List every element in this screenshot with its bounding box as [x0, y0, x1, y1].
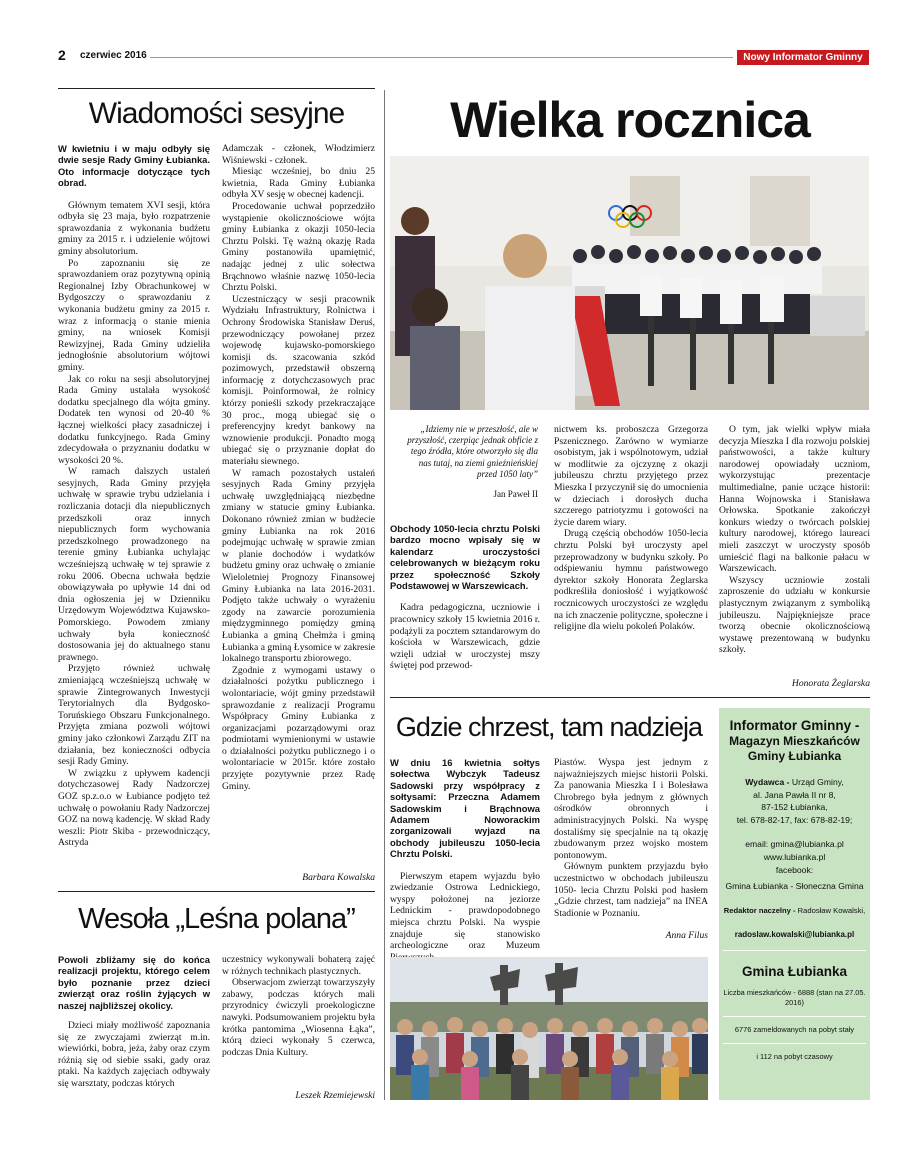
facebook-page[interactable]: Gmina Łubianka - Słoneczna Gmina [725, 881, 864, 892]
school-assembly-photo [390, 156, 869, 410]
anniversary-bottom-rule [390, 697, 870, 698]
sessions-title: Wiadomości sesyjne [88, 97, 345, 130]
quote-author: Jan Paweł II [493, 489, 538, 499]
baptism-signature: Anna Filus [665, 930, 708, 941]
anniversary-title: Wielka rocznica [450, 92, 810, 148]
paragraph: Jak co roku na sesji absolutoryjnej Rada Gminy ustalała wysokość dodatku specjalnego dla wójta gminy. Dodatek ten wynosi od 20-40 % łącznej wielkości płacy zasadniczej i dodatku funkcyjnego. Rada Gminy zdecydowała o przyznaniu dodatku w wysokości 20 %. [58, 373, 210, 466]
editor-email[interactable]: radoslaw.kowalski@lubianka.pl [734, 930, 855, 940]
paragraph: Uczestniczący w sesji pracownik Wydziału Infrastruktury, Rolnictwa i Ochrony Środowiska Stanisław Deruś, przewodniczący powołanej przez wojewodę kujawsko-pomorskiego komisji ds. szacowania szkód pozimowych, przedstawił obszerną informację z dotychczasowych prac komisji. Poinformował, że rolnicy którzy ponieśli szkody przekraczające 30 proc., mogą ubiegać się o preferencyjny kredyt bankowy na wznowienie produkcji. Ponadto mogą ubiegać się o przyznanie dopłat do materiału siewnego. [222, 293, 375, 468]
address-line: al. Jana Pawła II nr 8, [753, 789, 836, 800]
paragraph: Kadra pedagogiczna, uczniowie i pracownicy szkoły 15 kwietnia 2016 r. podążyli za pocztem sztandarowym do kościoła w Warszewicach, gdzie wzięli udział w uroczystej mszy świętej pod przewod- [390, 602, 540, 672]
email[interactable]: email: gmina@lubianka.pl [745, 839, 844, 850]
baptism-column-1 [390, 757, 540, 963]
sessions-column-1 [58, 143, 210, 849]
forest-column-1 [58, 954, 210, 1090]
sessions-column-2 [222, 143, 375, 792]
paragraph: O tym, jak wielki wpływ miała decyzja Mieszka I dla rozwoju polskiej państwowości, a także kultury narodowej opowiadały uczniom, wykorzystując prezentacje multimedialne, panie uczące historii: Hanna Wojnowska i Stanisława Orłowska. Spotkanie zakończył konkurs wiedzy o twórcach polskiej kultury narodowej, którego laureaci mieli zaszczyt w uroczysty sposób umieścić flagi na balkonie pałacu w Warszewicach. [719, 424, 870, 575]
header-rule [150, 57, 733, 58]
publisher: Urząd Gminy, [791, 777, 844, 787]
paragraph: W ramach dalszych ustaleń sesyjnych, Rada Gminy przyjęła uchwałę w sprawie trybu udzielania i rozliczania dotacji dla niepublicznych przedszkoli oraz innych niepublicznych form wychowania przedszkolnego prowadzonego na terenie gminy Łubianka uchylając wcześniejszą uchwałę w tej sprawie z roku 2006. Obecna uchwała będzie obowiązywała po upływie 14 dni od dnia ogłoszenia jej w Dzienniku Urzędowym Województwa Kujawsko-Pomorskiego. Powodem zmiany uchwały była konieczność dostosowania jej do aktualnego stanu prawnego. [58, 466, 210, 663]
website-link[interactable]: www.lubianka.pl [763, 851, 826, 862]
phone: tel. 678-82-17, fax: 678-82-19; [736, 814, 853, 825]
forest-lead: Powoli zbliżamy się do końca realizacji projektu, którego celem było poznanie przez dzieci zwierząt oraz roślin żyjących w naszej najbliższej okolicy. [58, 954, 210, 1011]
publisher-info-box [719, 708, 870, 1100]
anniversary-lead: Obchody 1050-lecia chrztu Polski bardzo mocno wpisały się w kalendarz uroczystości celebrowanych w bieżącym roku przez społeczność Szkoły Podstawowej w Warszewicach. [390, 523, 540, 592]
sidebar-subtitle: Gminy Łubianka [747, 749, 842, 763]
anniversary-column-2 [554, 424, 708, 633]
paragraph: W związku z upływem kadencji dotychczasowej Rady Nadzorczej GOZ sp.z.o.o w Łubiance podjęto też uchwałę o powołaniu Rady Nadzorczej GOZ na nową kadencję. W skład Rady weszli: Piotr Skiba - przewodniczący, Astryda [58, 767, 210, 849]
paragraph: nictwem ks. proboszcza Grzegorza Pszenicznego. Zarówno w wymiarze osobistym, jak i wspólnotowym, udział w modlitwie za ojczyznę z okazji jubileuszu chrztu przyjętego przez Mieszka I przyczynił się do umocnienia w dzieciach i dorosłych ducha szczerego patriotyzmu i gotowości na życie darem wiary. [554, 424, 708, 528]
paragraph: uczestnicy wykonywali bohaterą zajęć w różnych technikach plastycznych. [222, 954, 375, 977]
population: Liczba mieszkańców - 6888 (stan na 27.05. 2016) [723, 987, 866, 1007]
forest-column-2 [222, 954, 375, 1058]
paragraph: Przyjęto również uchwałę zmieniającą wcześniejszą uchwałę w sprawie Zintegrowanych Inwestycji Terytorialnych dla Bydgosko-Toruńskiego Obszaru Funkcjonalnego. Przyjęta zmiana pozwoli wójtowi gminy jako członkowi Zarządu ZIT na działania, bez konieczności odbycia sesji Rady Gminy. [58, 663, 210, 768]
sidebar-title: Informator Gminny - [729, 718, 860, 733]
pope-quote: „Idziemy nie w przeszłość, ale w przyszłość, czerpiąc jednak obficie z tego źródła, które otworzyło się dla nas tutaj, na ziemi gnieźnieńskiej przed 1050 laty” [407, 424, 538, 479]
paragraph: W ramach pozostałych ustaleń sesyjnych Rada Gminy przyjęła uchwałę uwzględniającą niezbędne zmiany w statucie gminy Łubianka. Dokonano również zmian w budżecie gminy Łubianka na rok 2016 podejmując uchwałę w sprawie zmian w planie dochodów i wydatków budżetu gminy oraz uchwałę o zmianie Wieloletniej Prognozy Finansowej Gminy Łubianka na lata 2016-2031. Podjęto także uchwały o wyrażeniu zgody na zawarcie porozumienia międzygminnego pomiędzy gminą Łubianka a gminą Chełmża i gminą Łubianka a gminą Łysomice w zakresie lokalnego transportu zbiorowego. [222, 467, 375, 665]
editor-label: Redaktor naczelny - [723, 905, 796, 915]
paragraph: Obserwacjom zwierząt towarzyszyły zabawy, podczas których mali przyrodnicy ćwiczyli proekologiczne nawyki. Podsumowaniem projektu była krótka pantomima „Wiosenna Łąka”, którą dzieci wykonały 5 czerwca, podczas Dnia Kultury. [222, 977, 375, 1058]
gmina-title: Gmina Łubianka [741, 963, 848, 979]
paragraph: Procedowanie uchwał poprzedziło wystąpienie okolicznościowe wójta gminy Łubianka z okazji 1050-lecia Chrztu Polski. Tę ważną okazję Rada Gminy postanowiła upamiętnić, nadając jednej z ulic sołectwa Brąchnowo właśnie nazwę 1050-lecia Chrztu Polski. [222, 200, 375, 294]
registered-temporary: i 112 na pobyt czasowy [756, 1051, 833, 1061]
publisher-label: Wydawca - [745, 777, 790, 787]
anniversary-signature: Honorata Żeglarska [791, 678, 870, 689]
paragraph: Wszyscy uczniowie zostali zaproszenie do udziału w konkursie plastycznym związanym z symboliką jubileuszu. Najpiękniejsze prace tworzą obecnie okolicznościową wystawę prezentowaną w budynku szkoły. [719, 574, 870, 656]
paragraph: Po zapoznaniu się ze sprawozdaniem oraz pozytywną opinią Regionalnej Izby Obrachunkowej w Bydgoszczy o sprawozdaniu z wykonania budżetu gminy za 2015 r. wraz z informacją o stanie mienia gminy, na wniosek Komisji Rewizyjnej, Rada Gminy udzieliła jednogłośnie absolutorium wójtowi gminy. [58, 257, 210, 373]
facebook-label: facebook: [775, 864, 814, 875]
forest-signature: Leszek Rzemiejewski [295, 1090, 375, 1101]
paragraph: Głównym punktem przyjazdu było uczestnictwo w obchodach jubileuszu 1050- lecia Chrztu Polski pod hasłem „Gdzie chrzest, tam nadzieja” na INEA Stadionie w Poznaniu. [554, 861, 708, 919]
paragraph: Zgodnie z wymogami ustawy o działalności pożytku publicznego i wolontariacie, wójt gminy przedstawił sprawozdanie z realizacji Programu Współpracy Gminy Łubianka z organizacjami pozarządowymi oraz podmiotami wymienionymi w ustawie o działalności pożytku publicznego i o wolontariacie w 2015r. które zostało przyjęte pozytywnie przez Radę Gminy. [222, 664, 375, 792]
paragraph: Adamczak - członek, Włodzimierz Wiśniewski - członek. [222, 143, 375, 166]
column-divider [384, 90, 385, 1100]
editor: Radosław Kowalski, [797, 905, 866, 915]
sessions-lead: W kwietniu i w maju odbyły się dwie sesje Rady Gminy Łubianka. Oto informacje dotyczące tych obrad. [58, 143, 210, 189]
baptism-column-2 [554, 757, 708, 919]
paragraph: Piastów. Wyspa jest jednym z najważniejszych miejsc historii Polski. Za panowania Mieszka I i Bolesława Chrobrego była jednym z głównych ośrodków obronnych i administracyjnych Polski. Na wyspę dostaliśmy się specjalnie na tą okazję zbudowanym przez wojsko mostem pontonowym. [554, 757, 708, 861]
baptism-lead: W dniu 16 kwietnia sołtys sołectwa Wybczyk Tadeusz Sadowski przy współpracy z sołtysami: Przeczna Adamem Sadowskim i Brąchnowa Adamem Noworackim zorganizowali wyjazd na obchody jubileuszu 1050-lecia Chrztu Polski. [390, 757, 540, 860]
paragraph: Dzieci miały możliwość zapoznania się ze zwyczajami zwierząt m.in. wiewiórki, bobra, jeża, żaby oraz czym różnią się od siebie ssaki, gady oraz ptaki. Na każdych zajęciach odbywały się warsztaty, podczas których [58, 1020, 210, 1089]
issue-date: czerwiec 2016 [80, 50, 147, 61]
sessions-signature: Barbara Kowalska [302, 872, 375, 883]
pilgrimage-group-photo [390, 957, 708, 1100]
paragraph: Pierwszym etapem wyjazdu było zwiedzanie Ostrowa Lednickiego, wyspy położonej na jeziorze Lednickim - prawdopodobnego miejsca chrztu Polski. Na wyspie znajduje się stanowisko archeologiczne oraz Muzeum [390, 870, 540, 952]
forest-top-rule [58, 891, 375, 892]
anniversary-column-3 [719, 424, 870, 656]
paragraph: Głównym tematem XVI sesji, która odbyła się 23 maja, było rozpatrzenie sprawozdania z wykonania budżetu gminy za 2015 r. i udzielenie wójtowi gminy absolutorium. [58, 199, 210, 257]
baptism-title: Gdzie chrzest, tam nadzieja [395, 712, 703, 742]
top-rule-left [58, 88, 375, 89]
registered-permanent: 6776 zameldowanych na pobyt stały [734, 1024, 855, 1034]
paragraph: Drugą częścią obchodów 1050-lecia chrztu Polski był uroczysty apel przeprowadzony w budynku szkoły. Po odśpiewaniu hymnu państwowego dyrektor szkoły Honorata Żeglarska podkreśliła doniosłość i wyjątkowość rocznicowych uroczystości ze względu na ich znaczenie polityczne, społeczne i religijne dla wielu pokoleń Polaków. [554, 528, 708, 633]
page-number: 2 [58, 47, 66, 63]
address-line: 87-152 Łubianka, [761, 802, 828, 813]
sidebar-subtitle: Magazyn Mieszkańców [729, 734, 860, 748]
paragraph: Miesiąc wcześniej, bo dniu 25 kwietnia, Rada Gminy Łubianka odbyła XV sesję w obecnej kadencji. [222, 166, 375, 201]
anniversary-column-1 [390, 523, 540, 672]
publication-badge: Nowy Informator Gminny [737, 50, 869, 65]
forest-title: Wesoła „Leśna polana” [78, 903, 355, 935]
